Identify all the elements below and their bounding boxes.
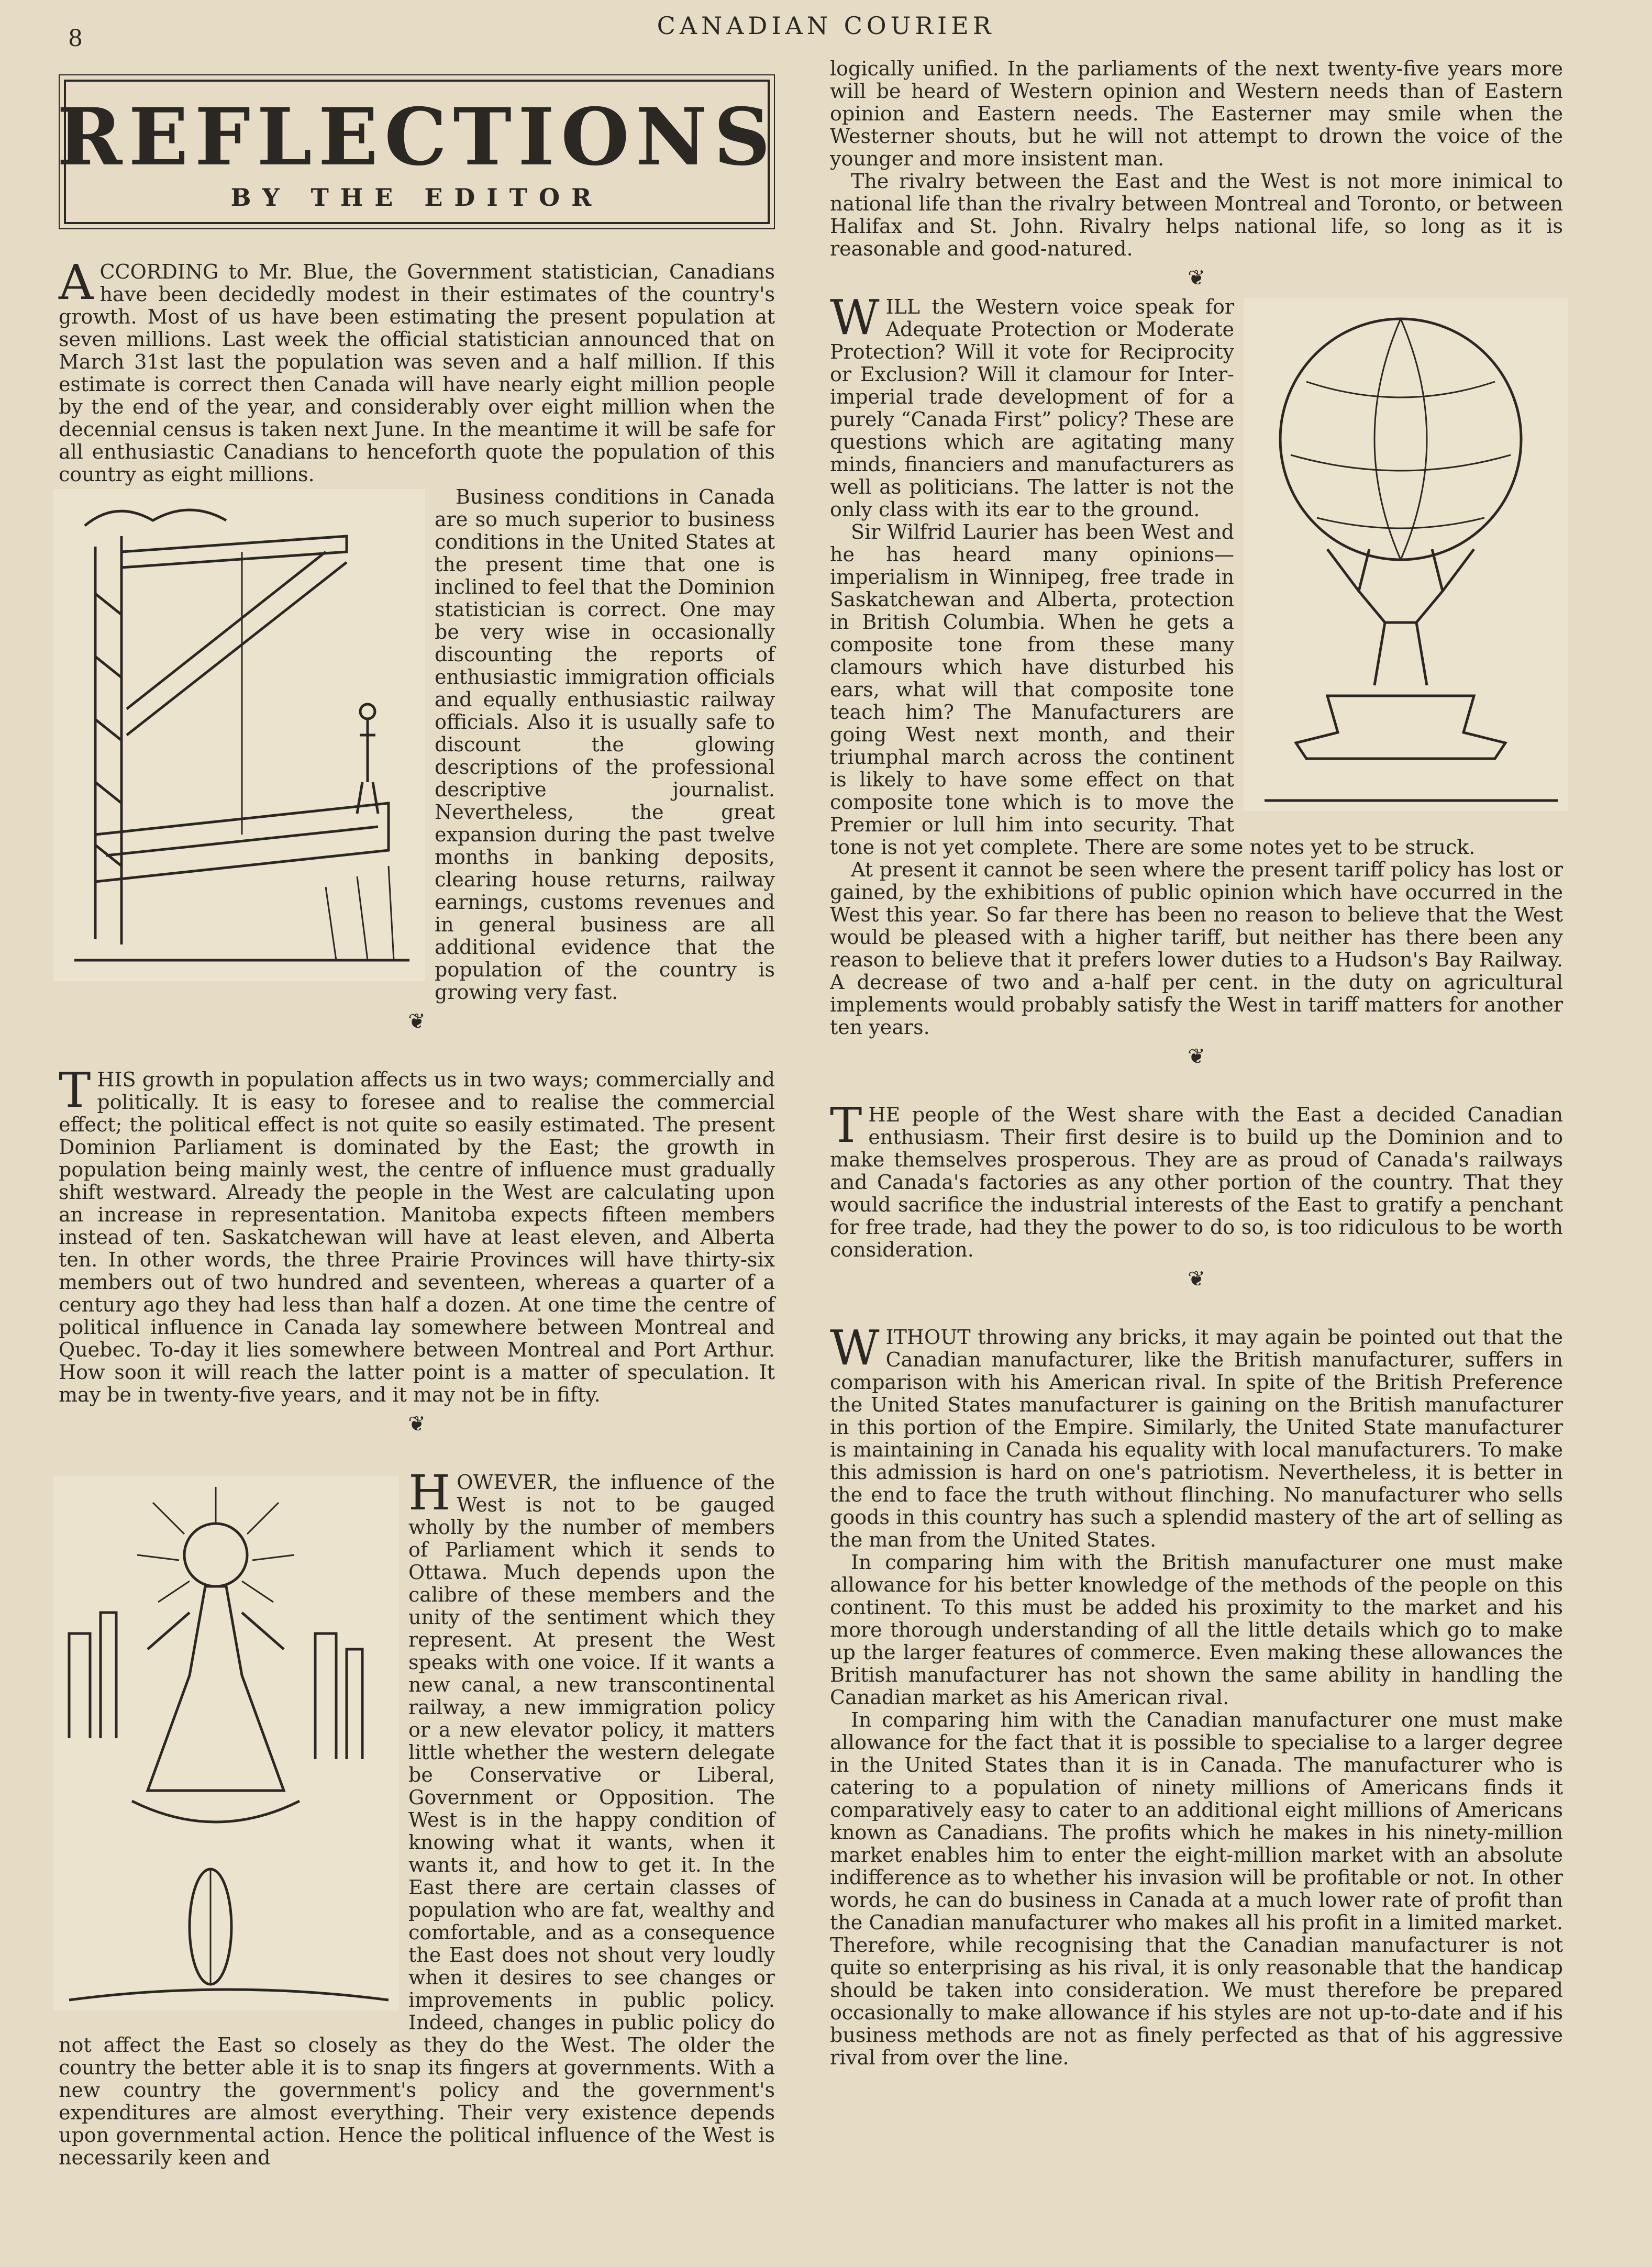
ornament-divider: ❦ [1188, 1044, 1205, 1069]
page-number: 8 [68, 25, 83, 52]
drop-cap: T [830, 1097, 862, 1153]
ornament-divider: ❦ [408, 1009, 426, 1034]
ornament-divider: ❦ [1188, 266, 1205, 290]
left-column [59, 73, 775, 2169]
atlas-globe-drawing-icon [1244, 298, 1568, 811]
section-will-para-2: Sir Wilfrid Laurier has been West and he has heard many opinions—imperialism in Winnipeg, free trade in Saskatchewan and Alberta, protection in British Columbia. When he gets a composite tone from these many clamours which have disturbed his ears, what will that composite tone teach him? The Manufacturers are going West next month, and their triumphal march across the continent is likely to have some effect on that composite tone which is to move the Premier or lull him into security. That tone is not yet complete. There are some notes yet to be struck. [830, 520, 1476, 859]
section-people-para-1 [830, 1097, 1563, 1261]
drop-cap: H [408, 1465, 451, 1521]
paragraph-text: OWEVER, the influence of the West is not to be gauged wholly by the number of members of Parliament which it sends to Ottawa. Much depends upon the calibre of these members and the unity of the sentiment which they represent. At present the West speaks with one voice. If it wants a new canal, a new transcontinental railway, a new immigration policy or a new elevator policy, it matters little whether the western delegate be Conservative or Liberal, Government or Opposition. The West is in the happy condition of knowing what it wants, when it wants it, and how to get it. In the East there are certain classes of population who are fat, wealthy and comfortable, and as a consequence the East does not shout very loudly when it desires to see changes or improvements in public policy. Indeed, changes in public policy do not affect the East so closely as they do the West. The older the country the better able it is to snap its fingers at governments. With a new country the government's policy and the government's expenditures are almost everything. Their very existence depends upon governmental action. Hence the political influence of the West is necessarily keen and [59, 1471, 775, 2169]
west-figure-drawing-icon [53, 1476, 399, 2010]
section-continued-para-1: logically unified. In the parliaments of the next twenty-five years more will be heard of Western opinion and Western needs than of Eastern opinion and Eastern needs. The Easterner may smile when the Westerner shouts, but he will not attempt to drown the voice of the younger and more insistent man. [830, 57, 1563, 170]
drop-cap: W [830, 290, 880, 346]
crane-drawing-icon [53, 489, 425, 981]
paragraph-text: HE people of the West share with the East a decided Canadian enthusiasm. Their first desire is to build up the Dominion and to make themselves prosperous. They are as proud of Canada's railways and Canada's factories as any other portion of the country. That they would sacrifice the industrial interests of the East to gratify a penchant for free trade, had they the power to do so, is too ridiculous to be worth consideration. [830, 1103, 1563, 1261]
drop-cap: T [59, 1062, 91, 1118]
right-column [830, 58, 1563, 2069]
illustration-atlas-globe [1244, 298, 1568, 811]
paragraph-text: HIS growth in population affects us in two ways; commercially and politically. It is easy to foresee and to realise the commercial effect; the political effect is not quite so easily estimated. The present Dominion Parliament is dominated by the East; the growth in population being mainly west, the centre of influence must gradually shift westward. Already the people in the West are calculating upon an increase in representation. Manitoba expects fifteen members instead of ten. Saskatchewan will have at least eleven, and Alberta ten. In other words, the three Prairie Provinces will have thirty-six members out of two hundred and seventeen, whereas a quarter of a century ago they had less than half a dozen. At one time the centre of political influence in Canada lay somewhere between Montreal and Quebec. To-day it lies somewhere between Montreal and Port Arthur. How soon it will reach the latter point is a matter of speculation. It may be in twenty-five years, and it may not be in fifty. [59, 1068, 775, 1406]
section-population-para-1 [59, 254, 775, 486]
drop-cap: W [830, 1320, 880, 1376]
section-growth-para-1 [59, 1062, 775, 1406]
drop-cap: A [59, 254, 94, 310]
section-population-para-2: Business conditions in Canada are so much superior to business conditions in the United States at the present time that one is inclined to feel that the Dominion statistician is correct. One may be very wise in occasionally discounting the reports of enthusiastic immigration officials and equally enthusiastic railway officials. Also it is usually safe to discount the glowing descriptions of the professional descriptive journalist. Nevertheless, the great expansion during the past twelve months in banking deposits, clearing house returns, railway earnings, customs revenues and in general business are all additional evidence that the population of the country is growing very fast. [435, 485, 775, 1004]
illustration-west-figure [53, 1476, 399, 2010]
page-title: REFLECTIONS [57, 91, 777, 183]
section-will-para-3: At present it cannot be seen where the present tariff policy has lost or gained, by the exhibitions of public opinion which have occurred in the West this year. So far there has been no reason to believe that the West would be pleased with a higher tariff, but neither has there been any reason to believe that it prefers lower duties to a Hudson's Bay Railway. A decrease of two and a-half per cent. in the duty on agricultural implements would probably satisfy the West in tariff matters for another ten years. [830, 858, 1563, 1039]
section-without-para-1 [830, 1320, 1563, 1551]
section-continued-para-2: The rivalry between the East and the West is not more inimical to national life than the rivalry between Montreal and Toronto, or between Halifax and St. John. Rivalry helps national life, so long as it is reasonable and good-natured. [830, 170, 1563, 260]
section-without-para-2: In comparing him with the British manufacturer one must make allowance for his better knowledge of the methods of the people on this continent. To this must be added his proximity to the market and his more thorough understanding of all the little details which go to make up the larger features of commerce. Even making these allowances the British manufacturer has not shown the same ability in handling the Canadian market as his American rival. [830, 1551, 1563, 1709]
header-box [57, 80, 777, 224]
ornament-divider: ❦ [408, 1412, 426, 1436]
page-subtitle: BY THE EDITOR [230, 183, 603, 212]
paragraph-text: ITHOUT throwing any bricks, it may again be pointed out that the Canadian manufacturer, like the British manufacturer, suffers in comparison with his American rival. In spite of the British Preference the United States manufacturer is gaining on the British manufacturer in this portion of the Empire. Similarly, the United State manufacturer is maintaining in Canada his equality with local manufacturers. To make this admission is hard on one's patriotism. Nevertheless, it is better in the end to face the truth without flinching. No manufacturer who sells goods in this country has such a splendid mastery of the art of selling as the man from the United States. [830, 1326, 1563, 1551]
running-head: CANADIAN COURIER [657, 12, 995, 40]
section-without-para-3: In comparing him with the Canadian manufacturer one must make allowance for the fact that it is possible to specialise to a larger degree in the United States than it is in Canada. The manufacturer who is catering to a population of ninety millions of Americans finds it comparatively easy to cater to an additional eight millions of Americans known as Canadians. The profits which he makes in his ninety-million market enables him to enter the eight-million market with an absolute indifference as to whether his invasion will be profitable or not. In other words, he can do business in Canada at a much lower rate of profit than the Canadian manufacturer who makes all his profit in a limited market. Therefore, while recognising that the Canadian manufacturer is not quite so enterprising as his rival, it is only reasonable that the handicap should be taken into consideration. We must therefore be prepared occasionally to make allowance if his styles are not up-to-date and if his business methods are not as finely perfected as that of his aggressive rival from over the line. [830, 1708, 1563, 2069]
illustration-steel-crane [53, 489, 425, 981]
ornament-divider: ❦ [1188, 1267, 1205, 1291]
paragraph-text: ILL the Western voice speak for Adequate Protection or Moderate Protection? Will it vote for Reciprocity or Exclusion? Will it clamour for Inter-imperial trade development of for a purely “Canada First” policy? These are questions which are agitating many minds, financiers and manufacturers as well as politicians. The latter is not the only class with its ear to the ground. [830, 295, 1234, 521]
paragraph-text: CCORDING to Mr. Blue, the Government statistician, Canadians have been decidedly modest in their estimates of the country's growth. Most of us have been estimating the present population at seven millions. Last week the official statistician announced that on March 31st last the population was seven and a half million. If this estimate is correct then Canada will have nearly eight million people by the end of the year, and considerably over eight million when the decennial census is taken next June. In the meantime it will be safe for all enthusiastic Canadians to henceforth quote the population of this country as eight millions. [59, 260, 775, 486]
